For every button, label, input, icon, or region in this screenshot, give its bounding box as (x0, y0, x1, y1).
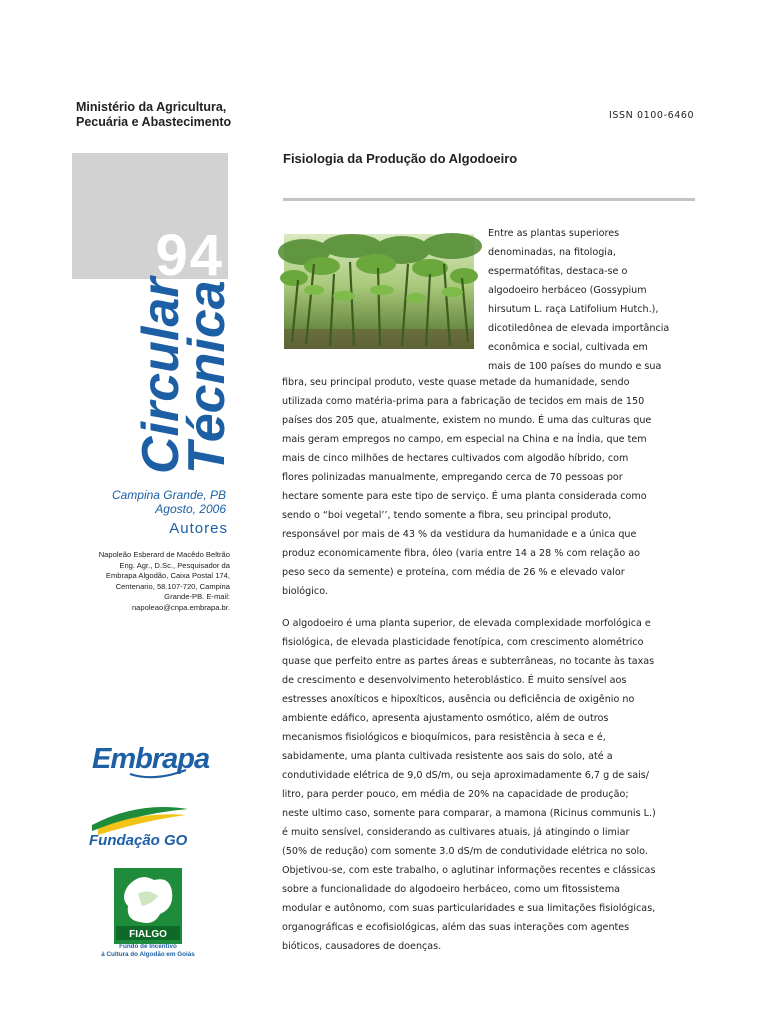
text-line: hirsutum L. raça Latifolium Hutch.), (488, 304, 659, 315)
ministry-line-1: Ministério da Agricultura, (76, 100, 227, 114)
text-line: mais de cinco milhões de hectares cultivados com algodão híbrido, com (282, 453, 629, 464)
text-line: sobre a funcionalidade do algodoeiro herbáceo, como um fitossistema (282, 884, 621, 895)
fundacao-logo-text: Fundação GO (89, 832, 188, 849)
publication-date: Agosto, 2006 (155, 502, 226, 516)
document-title: Fisiologia da Produção do Algodoeiro (283, 151, 518, 166)
series-title (74, 277, 236, 474)
location-date (74, 488, 226, 516)
text-line: sabidamente, uma planta cultivada resistente aos sais do solo, até a (282, 751, 613, 762)
ministry-name (76, 100, 231, 130)
text-line: biológico. (282, 586, 328, 597)
text-line: ambiente edáfico, apresenta ajustamento osmótico, além de outros (282, 713, 609, 724)
author-line: Napoleão Esberard de Macêdo Beltrão (98, 550, 230, 559)
intro-paragraph-continued (282, 373, 651, 601)
text-line: espermatófitas, destaca-se o (488, 266, 628, 277)
fialgo-caption-line-1: Fundo de Incentivo (119, 943, 177, 950)
fialgo-caption (76, 943, 220, 958)
text-line: produz economicamente fibra, óleo (varia entre 14 a 28 % com relação ao (282, 548, 640, 559)
text-line: organográficas e ecofisiológicas, além das suas interações com agentes (282, 922, 630, 933)
title-divider (283, 198, 695, 201)
text-line: mais geram empregos no campo, em especial na China e na Índia, que tem (282, 434, 647, 445)
text-line: Entre as plantas superiores (488, 228, 620, 239)
location: Campina Grande, PB (111, 488, 226, 502)
text-line: condutividade elétrica de 9,0 dS/m, ou seja aproximadamente 6,7 g de sais/ (282, 770, 650, 781)
text-line: fibra, seu principal produto, veste quase metade da humanidade, sendo (282, 377, 630, 388)
text-line: algodoeiro herbáceo (Gossypium (488, 285, 647, 296)
author-email: napoleao@cnpa.embrapa.br. (131, 602, 230, 612)
issn-number: ISSN 0100-6460 (609, 110, 695, 121)
text-line: hectare somente para este tipo de serviço. É uma planta considerada como (282, 491, 647, 502)
text-line: denominadas, na fitologia, (488, 247, 616, 258)
text-line: responsável por mais de 43 % da vestidura da humanidade e a única que (282, 529, 637, 540)
fundacao-go-logo (88, 803, 190, 849)
series-title-line-1: Circular (132, 277, 190, 474)
text-line: é muito sensível, considerando as cultivares atuais, já atingindo o limiar (282, 827, 630, 838)
text-line: litro, para perder pouco, em média de 20% na capacidade de produção; (282, 789, 629, 800)
ministry-line-2: Pecuária e Abastecimento (76, 115, 232, 129)
author-line: Grande-PB. E-mail: (164, 592, 230, 602)
text-line: Objetivou-se, com este trabalho, o aglutinar informações recentes e clássicas (282, 865, 656, 876)
cotton-plants-photo (284, 234, 474, 349)
text-line: mais de 100 países do mundo e sua (488, 361, 662, 372)
series-number: 94 (155, 223, 224, 288)
text-line: peso seco da semente) e proteína, com média de 26 % e elevado valor (282, 567, 625, 578)
author-line: Centenario, 58.107-720, Campina (115, 581, 230, 591)
text-line: neste ultimo caso, somente para comparar, a mamona (Ricinus communis L.) (282, 808, 656, 819)
second-paragraph (282, 614, 656, 956)
text-line: modular e autônomo, com suas particularidades e sua limitações fisiológicas, (282, 903, 656, 914)
text-line: mecanismos fisiológicos e bioquímicos, para resistência à seca e é, (282, 732, 606, 743)
author-details (72, 550, 230, 614)
embrapa-logo (90, 736, 210, 780)
text-line: quase que perfeito entre as partes áreas e subterrâneas, no tocante às taxas (282, 656, 655, 667)
series-title-line-2: Técnica (178, 280, 236, 474)
text-line: O algodoeiro é uma planta superior, de elevada complexidade morfológica e (282, 618, 651, 629)
text-line: sendo o “boi vegetal’’, tendo somente a fibra, seu principal produto, (282, 510, 612, 521)
fialgo-logo-text: FIALGO (129, 929, 167, 940)
text-line: (50% de redução) com somente 3.0 dS/m de condutividade elétrica no solo. (282, 846, 648, 857)
text-line: bióticos, causadores de doenças. (282, 941, 442, 952)
intro-paragraph-wrapped (488, 224, 669, 376)
text-line: flores polinizadas manualmente, empregando cerca de 70 pessoas por (282, 472, 623, 483)
embrapa-logo-text: Embrapa (92, 743, 210, 775)
text-line: estresses anoxíticos e hipoxíticos, ausência ou deficiência de oxigênio no (282, 694, 635, 705)
text-line: dicotiledônea de elevada importância (488, 323, 670, 334)
text-line: econômica e social, cultivada em (488, 342, 648, 353)
fialgo-caption-line-2: à Cultura do Algodão em Goiás (101, 950, 195, 958)
author-line: Eng. Agr., D.Sc., Pesquisador da (119, 560, 230, 570)
text-line: de crescimento e desenvolvimento heteroblástico. É muito sensível aos (282, 675, 627, 686)
authors-heading: Autores (169, 520, 228, 537)
text-line: países dos 205 que, atualmente, existem no mundo. É uma das culturas que (282, 415, 652, 426)
author-line: Embrapa Algodão, Caixa Postal 174, (105, 571, 230, 581)
text-line: utilizada como matéria-prima para a fabricação de tecidos em mais de 150 (282, 396, 645, 407)
text-line: fisiológica, de elevada plasticidade fenotípica, com crescimento alométrico (282, 637, 644, 648)
